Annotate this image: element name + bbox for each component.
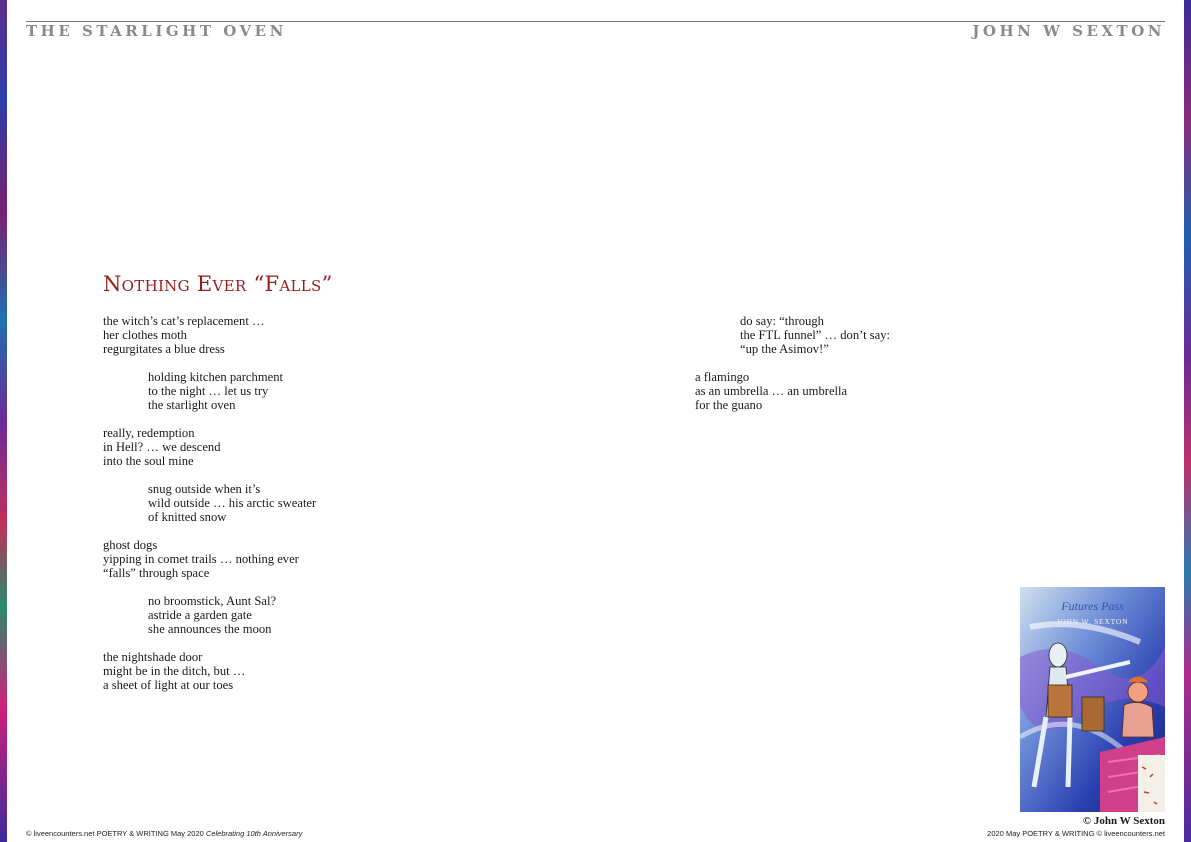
poem-line: the nightshade door xyxy=(103,650,203,664)
poem-line: a flamingo xyxy=(695,370,750,384)
poem-line: do say: “through xyxy=(740,314,824,328)
poem-line: holding kitchen parchment xyxy=(148,370,283,384)
poem-line: ghost dogs xyxy=(103,538,158,552)
poem-line: “up the Asimov!” xyxy=(740,342,829,356)
book-cover-author: JOHN W. SEXTON xyxy=(1056,617,1129,626)
poem-line: to the night … let us try xyxy=(148,384,269,398)
running-head-author: JOHN W SEXTON xyxy=(972,22,1165,40)
stanza xyxy=(695,370,847,412)
stanza xyxy=(103,538,299,580)
poem-line: the witch’s cat’s replacement … xyxy=(103,314,265,328)
poem-line: for the guano xyxy=(695,398,763,412)
poem-line: no broomstick, Aunt Sal? xyxy=(148,594,277,608)
poem-line: her clothes moth xyxy=(103,328,187,342)
poem-line: regurgitates a blue dress xyxy=(103,342,225,356)
stanza xyxy=(148,482,316,524)
running-head-title: THE STARLIGHT OVEN xyxy=(26,22,287,40)
poem-line: in Hell? … we descend xyxy=(103,440,221,454)
image-copyright: © John W Sexton xyxy=(1082,815,1165,827)
poem-line: “falls” through space xyxy=(103,566,210,580)
poem-line: yipping in comet trails … nothing ever xyxy=(103,552,299,566)
book-cover-title: Futures Pass xyxy=(1061,599,1124,613)
poem-line: wild outside … his arctic sweater xyxy=(148,496,317,510)
footer-left xyxy=(26,829,302,838)
poem-line: as an umbrella … an umbrella xyxy=(695,384,848,398)
stanza xyxy=(103,314,265,356)
stanza xyxy=(103,650,245,692)
poem-line: might be in the ditch, but … xyxy=(103,664,246,678)
poem-title: Nothing Ever “Falls” xyxy=(103,272,333,296)
decorative-left-border xyxy=(0,0,7,842)
footer-left-anniversary: Celebrating 10th Anniversary xyxy=(205,829,303,838)
stanza xyxy=(103,426,221,468)
poem-line: she announces the moon xyxy=(148,622,272,636)
poem-line: snug outside when it’s xyxy=(148,482,261,496)
poem-line: the starlight oven xyxy=(148,398,236,412)
poem-line: the FTL funnel” … don’t say: xyxy=(740,328,891,342)
poem-line: astride a garden gate xyxy=(148,608,252,622)
poem-line: of knitted snow xyxy=(148,510,227,524)
stanza xyxy=(148,370,283,412)
poem-line: a sheet of light at our toes xyxy=(103,678,234,692)
footer-left-text: © liveencounters.net POETRY & WRITING May 2020 xyxy=(26,829,206,838)
poem-line: into the soul mine xyxy=(103,454,194,468)
stanza xyxy=(740,314,890,356)
poem-line: really, redemption xyxy=(103,426,195,440)
footer-right: 2020 May POETRY & WRITING © liveencounters.net xyxy=(987,829,1165,838)
stanza xyxy=(148,594,276,636)
book-cover-image xyxy=(1020,587,1165,812)
decorative-right-border xyxy=(1184,0,1191,842)
